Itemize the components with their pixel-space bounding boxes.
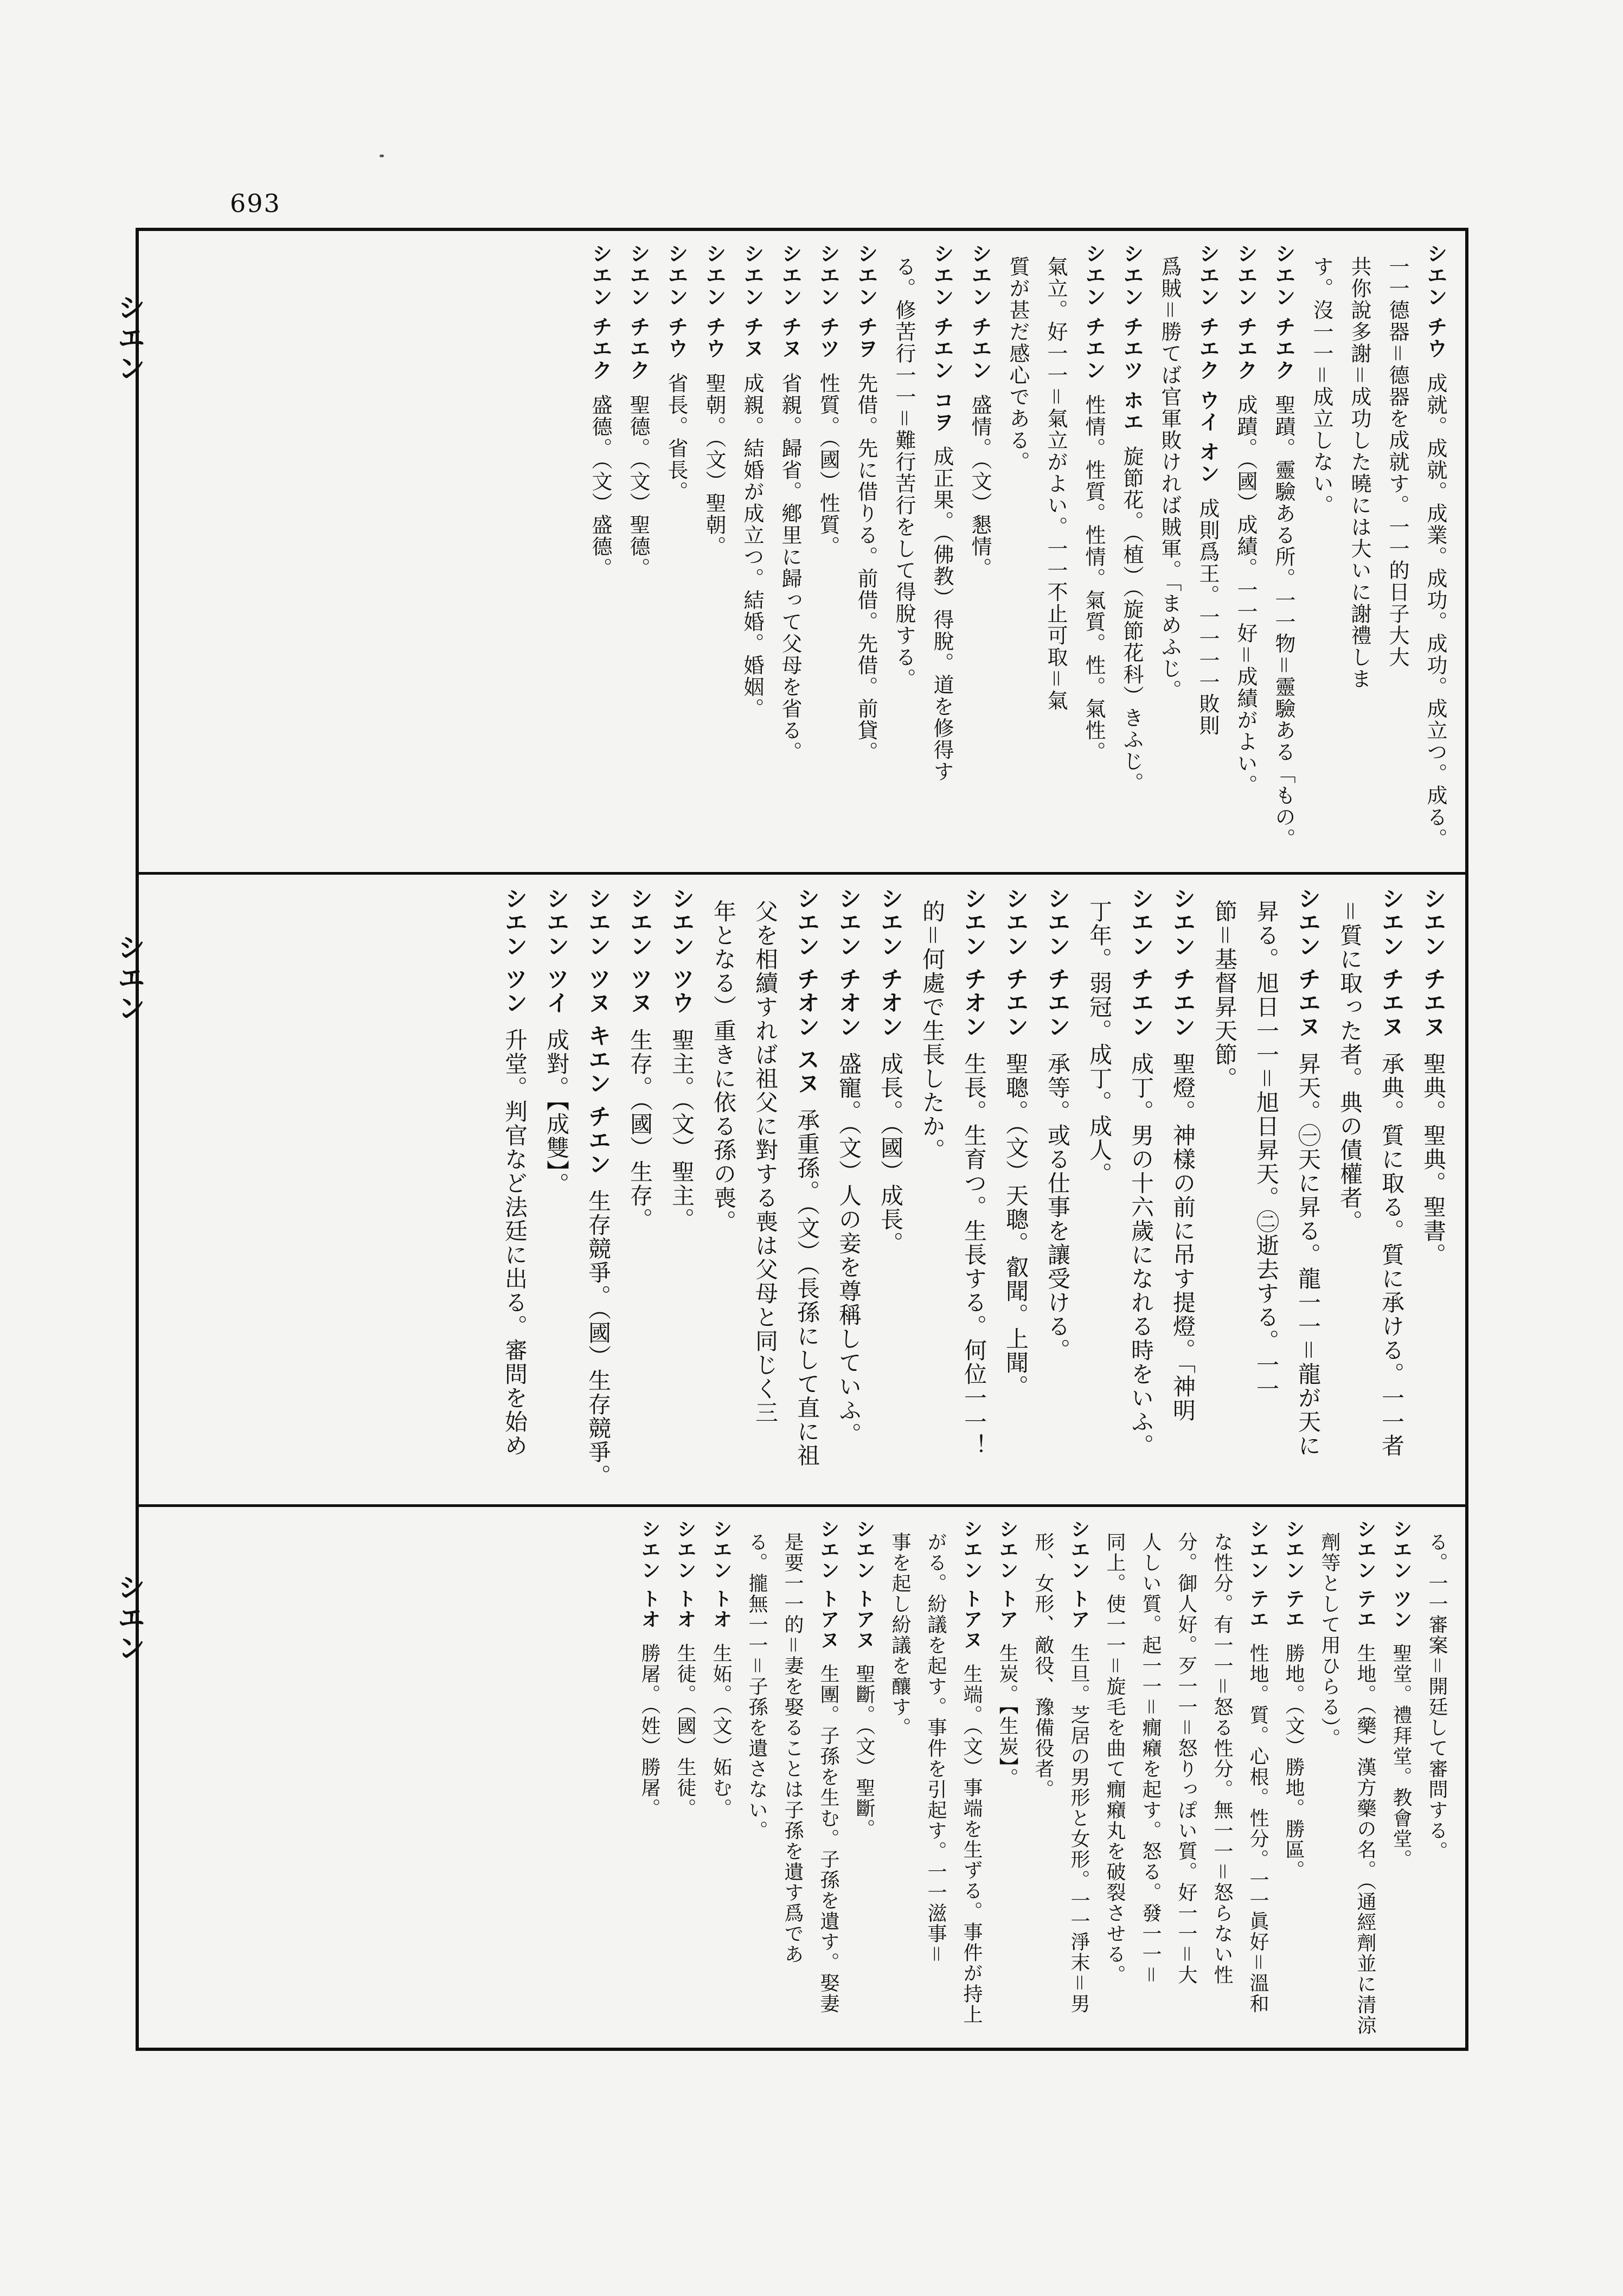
dictionary-entry [810, 1519, 846, 2036]
entry-headword: シエン チエン [1082, 243, 1106, 382]
dictionary-entry [1303, 243, 1340, 860]
entry-definition: 旋節花。（植）（旋節花科）きふじ。 [1120, 446, 1144, 794]
dictionary-entry [774, 1519, 810, 2036]
entry-definition: 性質。（國）性質。 [816, 373, 840, 558]
entry-headword: シエン チオン [877, 887, 904, 1039]
entry-definition: 成就。成就。成業。成功。成功。成立つ。成る。 [1423, 373, 1447, 850]
dictionary-entry [1061, 1519, 1096, 2036]
dictionary-entry [1419, 1519, 1454, 2036]
entry-definition: 生存。（國）生存。 [627, 1028, 653, 1232]
dictionary-entry [1113, 243, 1151, 860]
dictionary-entry [1204, 1519, 1240, 2036]
entry-headword: シエン チエヌ [1420, 887, 1447, 1039]
section-header-middle: シエン [112, 933, 145, 1024]
entry-headword: シエン チウ [664, 243, 688, 360]
dictionary-entry [995, 887, 1037, 1492]
entry-definition: す。沒一一＝成立しない。 [1310, 256, 1333, 517]
entry-definition: 聖主。（文）聖主。 [669, 1028, 695, 1232]
dictionary-entry [739, 1519, 774, 2036]
dictionary-entry [745, 887, 786, 1492]
dictionary-entry [581, 243, 619, 860]
entry-headword: シエン ツヌ キエン チエン [585, 887, 612, 1176]
entry-definition: 生徒。（國）生徒。 [674, 1643, 696, 1819]
entry-definition: 省親。歸省。鄕里に歸って父母を省る。 [778, 373, 802, 764]
entry-definition: 事を起し紛議を釀す。 [889, 1532, 911, 1738]
entry-definition: ＝質に取った者。典の債權者。 [1337, 900, 1363, 1234]
dictionary-entry [885, 243, 923, 860]
entry-definition: 生團。子孫を生む。子孫を遺す。娶妻 [817, 1663, 839, 2014]
entry-definition: な性分。有一一＝怒る性分。無一一＝怒らない性 [1211, 1532, 1233, 1985]
dictionary-entry [1311, 1519, 1347, 2036]
entry-headword: シエン チエク [1272, 243, 1295, 382]
entry-headword: シエン チオン スヌ [794, 887, 820, 1096]
dictionary-entry [619, 887, 661, 1492]
entry-definition: 爲賊＝勝てば官軍敗ければ賊軍。「まめふじ。 [1158, 256, 1182, 702]
dictionary-entry [999, 243, 1037, 860]
entry-definition: 節＝基督昇天節。 [1211, 900, 1238, 1091]
dictionary-entry [1132, 1519, 1168, 2036]
entry-definition: 聖蹟。靈驗ある所。一一物＝靈驗ある「もの。 [1272, 394, 1295, 850]
entry-definition: 生旦。芝居の男形と女形。一一淨末＝男 [1068, 1643, 1090, 2014]
entry-definition: 盛寵。（文）人の妾を尊稱していふ。 [836, 1051, 862, 1446]
band-bottom [139, 1504, 1465, 2048]
dictionary-entry [846, 1519, 882, 2036]
entry-definition: 聖斷。（文）聖斷。 [853, 1663, 875, 1839]
dictionary-entry [1329, 887, 1371, 1492]
dictionary-entry [536, 887, 578, 1492]
entry-definition: 先借。先に借りる。前借。先借。前貸。 [854, 373, 878, 764]
entry-definition: 人しい質。起一一＝癇癪を起す。怒る。發一一＝ [1139, 1532, 1162, 1985]
entry-definition: 性地。質。心根。性分。一一眞好＝溫和 [1247, 1643, 1269, 2014]
band-middle [139, 872, 1465, 1504]
entry-definition: 生妬。（文）妬む。 [710, 1643, 732, 1819]
entry-definition: 勝地。（文）勝地。勝區。 [1282, 1643, 1305, 1881]
entry-headword: シエン ツン [502, 887, 528, 1015]
dictionary-entry [1287, 887, 1329, 1492]
entry-headword: シエン テエ [1282, 1519, 1305, 1630]
dictionary-entry [695, 243, 733, 860]
entry-headword: シエン ツウ [669, 887, 695, 1015]
entry-headword: シエン チエク [1234, 243, 1258, 382]
dictionary-entry [1371, 887, 1413, 1492]
entry-definition: 質が甚だ感心である。 [1006, 256, 1030, 473]
dictionary-entry [1246, 887, 1287, 1492]
dictionary-entry [1275, 1519, 1311, 2036]
dictionary-frame [136, 228, 1468, 2051]
entry-definition: 盛德。（文）盛德。 [588, 394, 612, 580]
dictionary-entry [847, 243, 885, 860]
entry-headword: シエン チヌ [740, 243, 764, 360]
dictionary-entry [786, 887, 828, 1492]
entry-headword: シエン チエン [1128, 887, 1154, 1039]
band-top [139, 231, 1465, 872]
entry-definition: 省長。省長。 [664, 373, 688, 503]
entry-definition: 盛情。（文）懇情。 [968, 394, 992, 580]
entry-definition: 承重孫。（文）（長孫にして直に祖 [794, 1108, 820, 1468]
entry-headword: シエン チエン [1170, 887, 1196, 1039]
dictionary-entry [619, 243, 657, 860]
dictionary-entry [661, 887, 703, 1492]
entry-definition: る。修苦行一一＝難行苦行をして得脫する。 [892, 256, 916, 690]
entry-definition: る。攏無一一＝子孫を遺さない。 [746, 1532, 768, 1841]
entry-headword: シエン ツイ [543, 887, 570, 1015]
entry-headword: シエン テエ [1247, 1519, 1269, 1630]
dictionary-entry [1265, 243, 1303, 860]
dictionary-entry [882, 1519, 918, 2036]
entry-definition: 同上。使一一＝旋毛を曲て癇癪丸を破裂させる。 [1104, 1532, 1126, 1985]
entry-headword: シエン チエツ ホエ [1120, 243, 1144, 433]
dictionary-entry [870, 887, 912, 1492]
entry-definition: 昇天。㊀天に昇る。龍一一＝龍が天に [1295, 1051, 1322, 1458]
dictionary-entry [657, 243, 695, 860]
entry-definition: 成親。結婚が成立つ。結婚。婚姻。 [740, 373, 764, 720]
dictionary-entry [1383, 1519, 1419, 2036]
entry-definition: 年となる）重きに依る孫の喪。 [710, 900, 737, 1234]
page-number: 693 [230, 189, 281, 218]
dictionary-entry [1189, 243, 1227, 860]
dictionary-entry [1240, 1519, 1275, 2036]
dictionary-entry [1025, 1519, 1061, 2036]
entry-headword: シエン チエヌ [1295, 887, 1322, 1039]
entry-definition: 承典。質に取る。質に承ける。一一者 [1378, 1051, 1405, 1458]
entry-definition: 聖典。聖典。聖書。 [1420, 1051, 1447, 1267]
entry-headword: シエン チエヌ [1378, 887, 1405, 1039]
dictionary-entry [828, 887, 870, 1492]
entry-definition: がる。紛議を起す。事件を引起す。一一滋事＝ [925, 1532, 947, 1965]
dictionary-entry [918, 1519, 953, 2036]
entry-headword: シエン トオ [710, 1519, 732, 1630]
dictionary-entry [1168, 1519, 1204, 2036]
entry-headword: シエン チエン [1044, 887, 1071, 1039]
entry-headword: シエン チヌ [778, 243, 802, 360]
entry-headword: シエン トアヌ [853, 1519, 875, 1651]
entry-definition: 升堂。判官など法廷に出る。審問を始め [502, 1028, 528, 1458]
entry-definition: 聖燈。神樣の前に吊す提燈。「神明 [1170, 1051, 1196, 1422]
dictionary-entry [578, 887, 619, 1492]
entry-definition: 成蹟。（國）成績。一一好＝成績がよい。 [1234, 394, 1258, 797]
dictionary-entry [703, 887, 745, 1492]
dictionary-entry [1037, 243, 1075, 860]
entry-headword: シエン チエン [1003, 887, 1029, 1039]
entry-headword: シエン チエン [968, 243, 992, 382]
entry-definition: 共你說多謝＝成功した曉には大いに謝禮しま [1348, 256, 1371, 690]
entry-definition: 丁年。弱冠。成丁。成人。 [1086, 900, 1113, 1186]
dictionary-entry [771, 243, 809, 860]
entry-headword: シエン チエク [626, 243, 650, 382]
entry-headword: シエン トア [1068, 1519, 1090, 1630]
entry-headword: シエン チエク [588, 243, 612, 382]
entry-headword: シエン ツヌ [627, 887, 653, 1015]
dictionary-entry [667, 1519, 703, 2036]
dictionary-entry [1204, 887, 1246, 1492]
entry-definition: 成則爲王。一一一一敗則 [1196, 497, 1220, 736]
entry-definition: 承等。或る仕事を讓受ける。 [1044, 1051, 1071, 1362]
dictionary-entry [1162, 887, 1204, 1492]
entry-definition: 生長。生育つ。生長する。何位一一！ [961, 1051, 987, 1458]
dictionary-entry [1227, 243, 1265, 860]
dictionary-entry [1096, 1519, 1132, 2036]
entry-definition: 生地。（藥）漢方藥の名。（通經劑並に清涼 [1354, 1643, 1376, 2036]
dictionary-entry [1340, 243, 1378, 860]
dictionary-entry [1075, 243, 1113, 860]
entry-definition: 生炭。【生炭】。 [996, 1643, 1018, 1788]
entry-headword: シエン チエク ウイ オン [1196, 243, 1220, 485]
dictionary-entry [1120, 887, 1162, 1492]
dictionary-entry [1413, 887, 1454, 1492]
dictionary-entry [912, 887, 953, 1492]
entry-headword: シエン チウ [702, 243, 726, 360]
dictionary-entry [631, 1519, 667, 2036]
dictionary-entry [1378, 243, 1416, 860]
section-header-top: シエン [112, 293, 145, 384]
dictionary-entry [923, 243, 961, 860]
entry-definition: る。一一審案＝開廷して審問する。 [1426, 1532, 1448, 1862]
entry-definition: 氣立。好一一＝氣立がよい。一一不止可取＝氣 [1044, 256, 1068, 712]
dictionary-entry [953, 1519, 989, 2036]
entry-headword: シエン チウ [1423, 243, 1447, 360]
dictionary-entry [953, 887, 995, 1492]
entry-headword: シエン テエ [1354, 1519, 1376, 1630]
entry-definition: 成對。【成雙】。 [543, 1028, 570, 1196]
dictionary-entry [1151, 243, 1189, 860]
entry-definition: 聖德。（文）聖德。 [626, 394, 650, 580]
entry-definition: 生存競爭。（國）生存競爭。 [585, 1189, 612, 1488]
entry-headword: シエン ツン [1390, 1519, 1412, 1630]
dictionary-entry [1037, 887, 1079, 1492]
entry-definition: 聖聰。（文）天聰。叡聞。上聞。 [1003, 1051, 1029, 1399]
entry-definition: 的＝何處で生長したか。 [919, 900, 946, 1163]
entry-headword: シエン トオ [638, 1519, 660, 1630]
band-top-entries [150, 243, 1454, 860]
entry-definition: 成丁。男の十六歲になれる時をいふ。 [1128, 1051, 1154, 1458]
band-middle-entries [150, 887, 1454, 1492]
entry-headword: シエン トアヌ [817, 1519, 839, 1651]
entry-definition: 劑等として用ひらる）。 [1318, 1532, 1340, 1749]
dictionary-entry [1347, 1519, 1383, 2036]
band-bottom-entries [150, 1519, 1454, 2036]
entry-headword: シエン トオ [674, 1519, 696, 1630]
entry-headword: シエン トア [996, 1519, 1018, 1630]
entry-definition: 成長。（國）成長。 [877, 1051, 904, 1255]
entry-definition: 父を相續すれば祖父に對する喪は父母と同じく三 [752, 900, 779, 1425]
entry-definition: 勝屠。（姓）勝屠。 [638, 1643, 660, 1819]
entry-headword: シエン チヲ [854, 243, 878, 360]
dictionary-entry [1079, 887, 1120, 1492]
entry-definition: 聖堂。禮拜堂。教會堂。 [1390, 1643, 1412, 1870]
entry-definition: 是要一一的＝妻を娶ることは子孫を遺す爲であ [781, 1532, 804, 1965]
entry-headword: シエン チエン コヲ [930, 243, 954, 433]
entry-definition: 性情。性質。性情。氣質。性。氣性。 [1082, 394, 1106, 764]
dictionary-entry [733, 243, 771, 860]
section-header-bottom: シエン [112, 1573, 145, 1664]
entry-headword: シエン チオン [836, 887, 862, 1039]
entry-headword: シエン チツ [816, 243, 840, 360]
dictionary-entry [961, 243, 999, 860]
dictionary-entry [809, 243, 847, 860]
dictionary-entry [703, 1519, 739, 2036]
entry-headword: シエン トアヌ [960, 1519, 983, 1651]
entry-definition: 分。御人好。歹一一＝怒りっぽい質。好一一＝大 [1175, 1532, 1197, 1985]
entry-definition: 生端。（文）事端を生ずる。事件が持上 [960, 1663, 983, 2025]
entry-definition: 一一德器＝德器を成就す。一一的日子大大 [1385, 256, 1409, 669]
ink-smudge [380, 155, 384, 157]
entry-headword: シエン チオン [961, 887, 987, 1039]
dictionary-entry [1416, 243, 1454, 860]
entry-definition: 聖朝。（文）聖朝。 [702, 373, 726, 558]
dictionary-entry [494, 887, 536, 1492]
entry-definition: 成正果。（佛教）得脫。道を修得す [930, 446, 954, 783]
entry-definition: 形、女形、敵役、豫備役者。 [1032, 1532, 1054, 1800]
dictionary-entry [989, 1519, 1025, 2036]
entry-definition: 昇る。旭日一一＝旭日昇天。㊁逝去する。一一 [1253, 900, 1280, 1401]
